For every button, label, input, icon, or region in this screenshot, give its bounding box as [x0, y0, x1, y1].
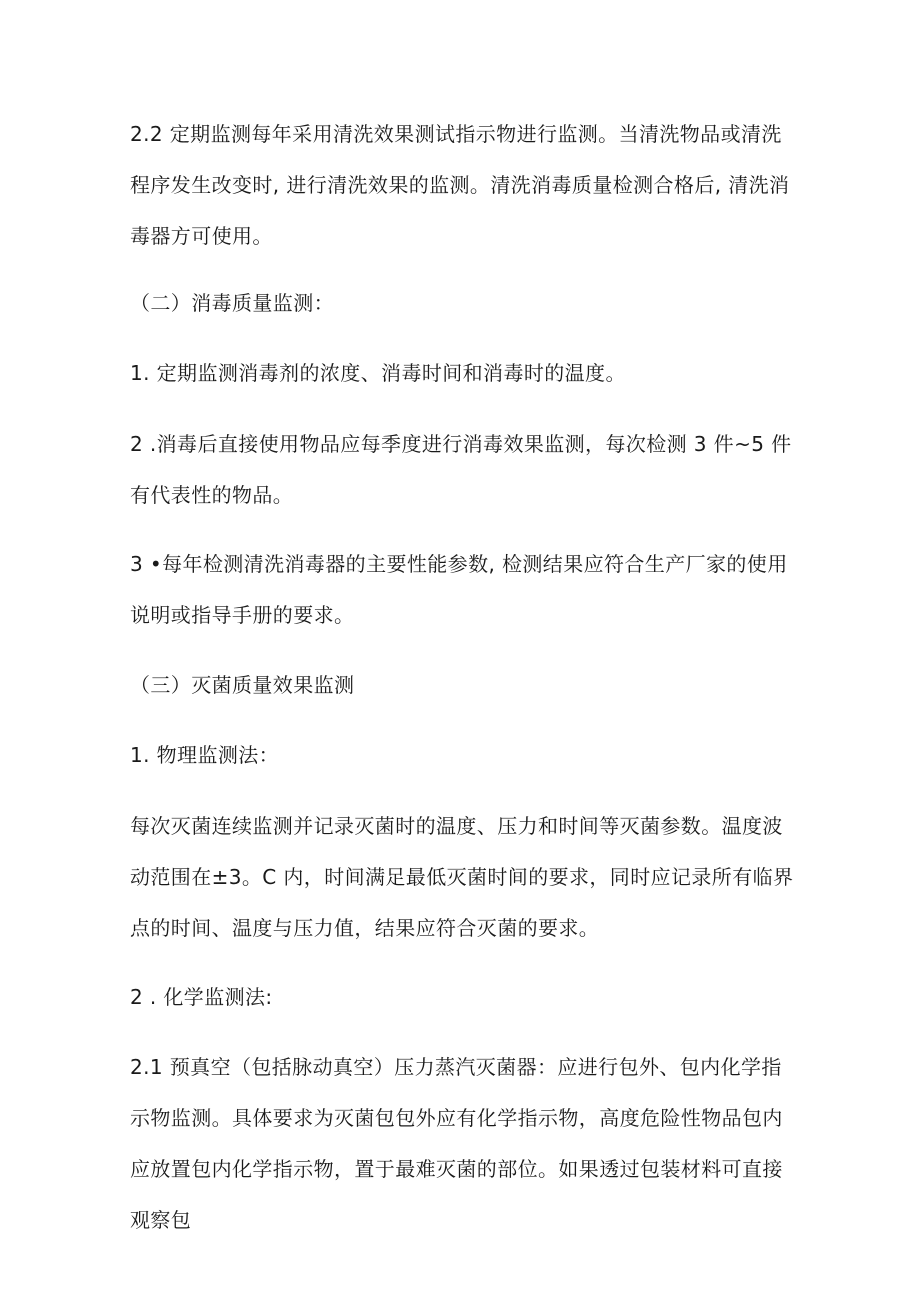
heading-physical-monitoring: 1. 物理监测法：: [130, 743, 280, 767]
paragraph-pre-vacuum-sterilizer: 2.1 预真空（包括脉动真空）压力蒸汽灭菌器：应进行包外、包内化学指示物监测。具体要求为灭菌包包外应有化学指示物，高度危险性物品包内应放置包内化学指示物，置于最难灭菌的部位。如果透过包装材料可直接观察包: [130, 1055, 783, 1232]
paragraph-disinfectant-concentration: 1. 定期监测消毒剂的浓度、消毒时间和消毒时的温度。: [130, 361, 626, 385]
heading-disinfection-quality: （二）消毒质量监测：: [130, 291, 334, 315]
paragraph-cleaning-monitoring: 2.2 定期监测每年采用清洗效果测试指示物进行监测。当清洗物品或清洗程序发生改变时, 进行清洗效果的监测。清洗消毒质量检测合格后, 清洗消毒器方可使用。: [130, 122, 790, 248]
paragraph-annual-performance: 3 •每年检测清洗消毒器的主要性能参数, 检测结果应符合生产厂家的使用说明或指导手册的要求。: [130, 552, 788, 627]
paragraph-quarterly-monitoring: 2 .消毒后直接使用物品应每季度进行消毒效果监测，每次检测 3 件~5 件有代表性的物品。: [130, 432, 792, 507]
heading-chemical-monitoring: 2 . 化学监测法:: [130, 985, 273, 1009]
heading-sterilization-quality: （三）灭菌质量效果监测: [130, 673, 355, 697]
paragraph-physical-monitoring-details: 每次灭菌连续监测并记录灭菌时的温度、压力和时间等灭菌参数。温度波动范围在±3。C 内，时间满足最低灭菌时间的要求，同时应记录所有临界点的时间、温度与压力值，结果应符合灭菌的要求。: [130, 814, 794, 940]
